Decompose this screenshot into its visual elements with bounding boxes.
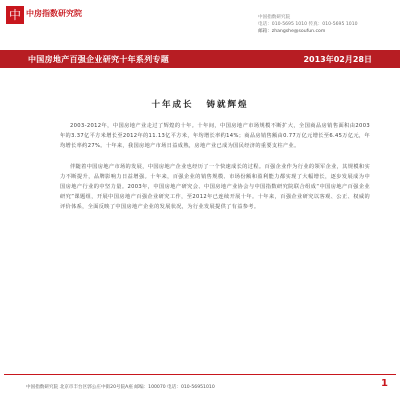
contact-line: 中国指数研究院 [258, 15, 291, 20]
paragraph: 伴随着中国房地产市场的发展，中国房地产企业也经历了一个快速成长的过程。百强企业作为行业的领军企业，其规模和实力不断提升，品牌影响力日益增强。十年来，百强企业的销售规模、市场份额和盈利能力都实现了大幅增长，逐步发展成为中国房地产行业的中坚力量。2003年，中国房地产研究会、中国房地产业协会与中国指数研究院联合组成“中国房地产百强企业研究”课题组，开展中国房地产百强企业研究工作，至2012年已连续开展十年。十年来，百强企业研究以客观、公正、权威的评价体系，全面反映了中国房地产企业的发展状况，为行业发展提供了有益参考。 [60, 164, 370, 210]
document-title: 十年成长 铸就辉煌 [151, 100, 249, 110]
series-title-band [0, 50, 400, 68]
org-name: 中房指数研究院 [26, 9, 82, 18]
body-text [60, 122, 370, 224]
report-header [0, 0, 400, 50]
series-title: 中国房地产百强企业研究十年系列专题 [28, 55, 170, 64]
email-row [258, 28, 358, 35]
footer-text: 中国指数研究院 北京市丰台区郭公庄中街20号院A座 邮编：100070 电话：010-56951010 [26, 385, 215, 390]
email-label: 邮箱： [258, 29, 272, 34]
email-link[interactable]: zhangshe@soufun.com [271, 29, 326, 34]
paragraph: 2003-2012年，中国房地产业走过了辉煌的十年。十年间，中国房地产市场规模不断扩大，全国商品房销售面积由2003年的3.37亿平方米增长至2012年的11.13亿平方米，年均增长率约14%；商品房销售额由0.77万亿元增长至6.45万亿元，年均增长率约27%。十年来，我国房地产市场日益成熟，房地产业已成为国民经济的重要支柱产业。 [60, 123, 370, 149]
report-date: 2013年02月28日 [303, 55, 372, 64]
contact-info [258, 14, 358, 35]
contact-line: 电话：010-5695 1010 传真：010-5695 1010 [258, 22, 358, 27]
footer-divider [4, 374, 396, 375]
org-logo: 中 [6, 6, 24, 24]
page-number: 1 [381, 378, 388, 389]
